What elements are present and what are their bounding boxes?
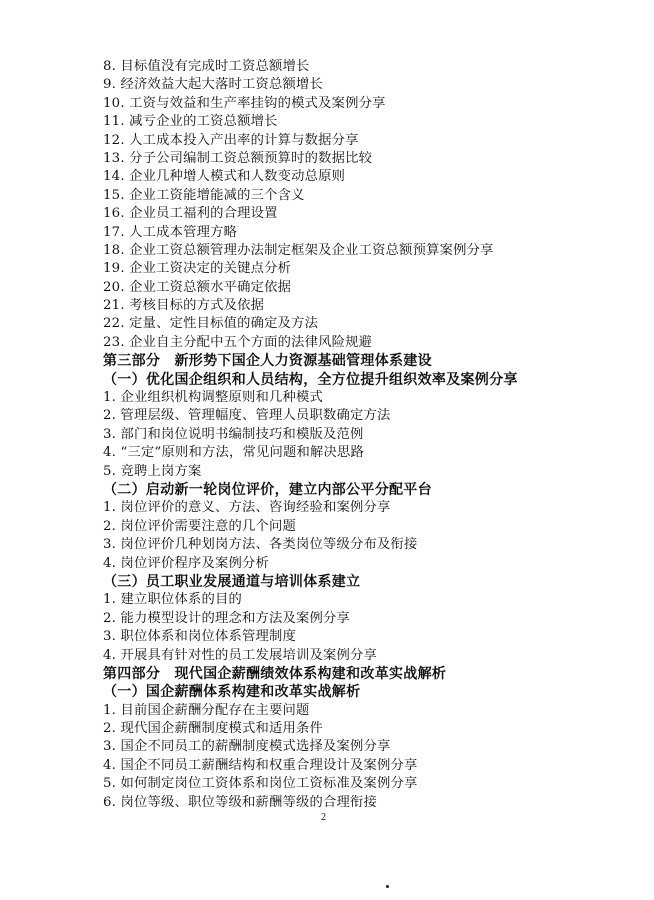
list-item: 17. 人工成本管理方略 xyxy=(103,224,238,240)
list-item: 4. 开展具有针对性的员工发展培训及案例分享 xyxy=(103,647,377,663)
list-item: 12. 人工成本投入产出率的计算与数据分享 xyxy=(103,132,359,148)
list-item: 21. 考核目标的方式及依据 xyxy=(103,298,265,314)
list-item: 6. 岗位等级、职位等级和薪酬等级的合理衔接 xyxy=(103,794,377,810)
section-heading: 第三部分 新形势下国企人力资源基础管理体系建设 xyxy=(103,353,432,370)
list-item: 13. 分子公司编制工资总额预算时的数据比较 xyxy=(103,150,373,166)
list-item: 15. 企业工资能增能减的三个含义 xyxy=(103,187,305,203)
list-item: 2. 能力模型设计的理念和方法及案例分享 xyxy=(103,610,350,626)
subsection-heading: （一）优化国企组织和人员结构，全方位提升组织效率及案例分享 xyxy=(103,371,518,388)
list-item: 3. 岗位评价几种划岗方法、各类岗位等级分布及衔接 xyxy=(103,537,418,553)
list-item: 14. 企业几种增人模式和人数变动总原则 xyxy=(103,169,346,185)
list-item: 16. 企业员工福利的合理设置 xyxy=(103,206,278,222)
subsection-heading: （一）国企薪酬体系构建和改革实战解析 xyxy=(103,684,361,701)
list-item: 18. 企业工资总额管理办法制定框架及企业工资总额预算案例分享 xyxy=(103,242,494,258)
list-item: 1. 建立职位体系的目的 xyxy=(103,592,242,608)
list-item: 23. 企业自主分配中五个方面的法律风险规避 xyxy=(103,334,373,350)
list-item: 9. 经济效益大起大落时工资总额增长 xyxy=(103,77,323,93)
subsection-heading: （二）启动新一轮岗位评价，建立内部公平分配平台 xyxy=(103,481,432,498)
list-item: 2. 岗位评价需要注意的几个问题 xyxy=(103,518,296,534)
list-item: 1. 目前国企薪酬分配存在主要问题 xyxy=(103,702,310,718)
list-item: 4. “三定”原则和方法，常见问题和解决思路 xyxy=(103,445,364,461)
list-item: 20. 企业工资总额水平确定依据 xyxy=(103,279,292,295)
page-number: 2 xyxy=(321,812,326,823)
document-body xyxy=(103,58,623,812)
list-item: 2. 现代国企薪酬制度模式和适用条件 xyxy=(103,721,323,737)
scan-speck xyxy=(386,885,389,888)
subsection-heading: （三）员工职业发展通道与培训体系建立 xyxy=(103,573,361,590)
list-item: 1. 企业组织机构调整原则和几种模式 xyxy=(103,390,323,406)
list-item: 19. 企业工资决定的关键点分析 xyxy=(103,261,292,277)
list-item: 4. 国企不同员工薪酬结构和权重合理设计及案例分享 xyxy=(103,757,418,773)
list-item: 3. 国企不同员工的薪酬制度模式选择及案例分享 xyxy=(103,739,391,755)
list-item: 2. 管理层级、管理幅度、管理人员职数确定方法 xyxy=(103,408,391,424)
list-item: 3. 职位体系和岗位体系管理制度 xyxy=(103,629,296,645)
list-item: 4. 岗位评价程序及案例分析 xyxy=(103,555,269,571)
list-item: 1. 岗位评价的意义、方法、咨询经验和案例分享 xyxy=(103,500,391,516)
list-item: 5. 竞聘上岗方案 xyxy=(103,463,202,479)
list-item: 3. 部门和岗位说明书编制技巧和模版及范例 xyxy=(103,426,364,442)
list-item: 5. 如何制定岗位工资体系和岗位工资标准及案例分享 xyxy=(103,776,418,792)
list-item: 22. 定量、定性目标值的确定及方法 xyxy=(103,316,319,332)
list-item: 10. 工资与效益和生产率挂钩的模式及案例分享 xyxy=(103,95,386,111)
list-item: 8. 目标值没有完成时工资总额增长 xyxy=(103,59,310,74)
section-heading: 第四部分 现代国企薪酬绩效体系构建和改革实战解析 xyxy=(103,665,447,682)
list-item: 11. 减亏企业的工资总额增长 xyxy=(103,114,278,130)
